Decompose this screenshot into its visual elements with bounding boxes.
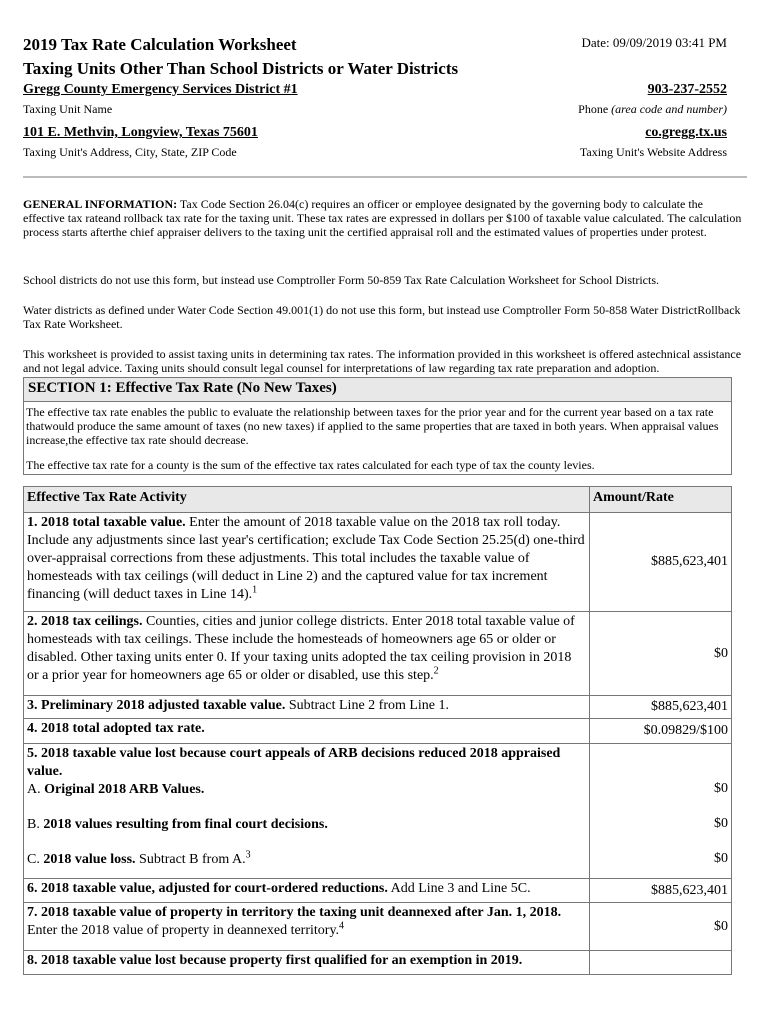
table-row (24, 744, 732, 879)
line-5c-footnote: 3 (245, 849, 251, 861)
taxing-unit-address-label: Taxing Unit's Address, City, State, ZIP Code (23, 145, 237, 159)
table-row (24, 879, 732, 903)
line-2-description (24, 612, 590, 696)
line-3-amount: $885,623,401 (590, 696, 732, 719)
line-5c-text: Subtract B from A. (135, 852, 246, 867)
phone-number: 903-237-2552 (647, 82, 727, 97)
line-1-amount: $885,623,401 (590, 513, 732, 612)
water-district-note: Water districts as defined under Water Code Section 49.001(1) do not use this form, but instead use Comptroller Form 50-858 Water DistrictRollback Tax Rate Worksheet. (23, 303, 741, 331)
line-5b-amount: $0 (714, 816, 728, 831)
line-8-amount (590, 951, 732, 975)
line-5a-label: Original 2018 ARB Values. (44, 782, 205, 797)
line-3-description (24, 696, 590, 719)
line-5b-label: 2018 values resulting from final court decisions. (43, 817, 328, 832)
taxing-unit-address: 101 E. Methvin, Longview, Texas 75601 (23, 125, 258, 140)
divider (23, 176, 747, 178)
table-header-row (24, 487, 732, 513)
section-1-para-1: The effective tax rate enables the public to evaluate the relationship between taxes for the prior year and for the current year based on a tax rate thatwould produce the same amount of taxes (no new taxes) if applied to the same properties that are taxed in both years. When appraisal values increase,the effective tax rate should decrease. (26, 405, 719, 447)
line-5c-label: 2018 value loss. (43, 852, 136, 867)
line-7-text: Enter the 2018 value of property in deannexed territory. (27, 923, 340, 938)
line-2-text: Counties, cities and junior college districts. Enter 2018 total taxable value of homesteads with tax ceilings. These include the homesteads of homeowners age 65 or older or disabled. Other taxing units enter 0. If your taxing units adopted the tax ceiling provision in 2018 or a prior year for homeowners age 65 or older or disabled, use this step. (27, 614, 575, 683)
line-8-label: 8. 2018 taxable value lost because property first qualified for an exemption in 2019. (27, 953, 523, 968)
unit-name-row (23, 82, 727, 117)
line-7-amount: $0 (590, 903, 732, 951)
line-5c-prefix: C. (27, 852, 44, 867)
line-2-label: 2. 2018 tax ceilings. (27, 614, 143, 629)
line-7-description (24, 903, 590, 951)
website-link[interactable]: co.gregg.tx.us (645, 125, 727, 140)
line-1-label: 1. 2018 total taxable value. (27, 515, 186, 530)
line-6-amount: $885,623,401 (590, 879, 732, 903)
effective-tax-rate-table (23, 486, 732, 975)
line-6-text: Add Line 3 and Line 5C. (387, 881, 531, 896)
website-block (580, 125, 727, 160)
amount-column-header: Amount/Rate (590, 487, 732, 513)
taxing-unit-name: Gregg County Emergency Services District #1 (23, 82, 298, 97)
line-7-label: 7. 2018 taxable value of property in territory the taxing unit deannexed after Jan. 1, 2018. (27, 905, 562, 920)
taxing-unit-name-label: Taxing Unit Name (23, 102, 113, 116)
line-5b (27, 816, 586, 834)
line-1-description (24, 513, 590, 612)
line-6-label: 6. 2018 taxable value, adjusted for court-ordered reductions. (27, 881, 388, 896)
line-5a-amount: $0 (714, 781, 728, 796)
line-1-text: Enter the amount of 2018 taxable value on the 2018 tax roll today. Include any adjustments since last year's certification; exclude Tax Code Section 25.25(d) one-third over-appraisal corrections from these adjustments. This total includes the taxable value of homesteads with tax ceilings (will deduct in Line 2) and the captured value for tax increment financing (will deduct taxes in Line 14). (27, 515, 585, 602)
general-information-text: Tax Code Section 26.04(c) requires an officer or employee designated by the governing body to calculate the effective tax rateand rollback tax rate for the taxing unit. These tax rates are expressed in dollars per $100 of taxable value calculated. The calculation process starts afterthe chief appraiser delivers to the taxing unit the certified appraisal roll and the estimated values of properties under protest. (23, 197, 742, 239)
line-5a (27, 781, 586, 799)
section-1 (23, 377, 732, 475)
line-2-amount: $0 (590, 612, 732, 696)
website-label: Taxing Unit's Website Address (579, 145, 727, 159)
line-3-text: Subtract Line 2 from Line 1. (285, 698, 450, 713)
activity-column-header: Effective Tax Rate Activity (24, 487, 590, 513)
worksheet-disclaimer: This worksheet is provided to assist taxing units in determining tax rates. The information provided in this worksheet is offered astechnical assistance and not legal advice. Taxing units should consult legal counsel for interpretations of law regarding tax rate preparation and adoption. (23, 347, 742, 375)
table-row (24, 696, 732, 719)
table-row (24, 513, 732, 612)
line-5-amounts (590, 744, 732, 879)
line-4-label: 4. 2018 total adopted tax rate. (27, 721, 205, 736)
section-1-para-2: The effective tax rate for a county is the sum of the effective tax rates calculated for each type of tax the county levies. (26, 458, 595, 472)
line-1-footnote: 1 (252, 584, 258, 596)
table-row (24, 951, 732, 975)
line-3-label: 3. Preliminary 2018 adjusted taxable value. (27, 698, 286, 713)
line-5c (27, 851, 586, 869)
section-1-intro (24, 402, 731, 474)
header (23, 34, 727, 80)
line-7-footnote: 4 (339, 920, 345, 932)
section-1-title: SECTION 1: Effective Tax Rate (No New Taxes) (24, 378, 731, 402)
table-row (24, 719, 732, 744)
general-information-heading: GENERAL INFORMATION: (23, 197, 178, 211)
general-information (23, 197, 747, 239)
line-5b-prefix: B. (27, 817, 44, 832)
worksheet-title: 2019 Tax Rate Calculation Worksheet (23, 35, 297, 54)
line-5-description (24, 744, 590, 879)
worksheet-subtitle: Taxing Units Other Than School Districts or Water Districts (23, 59, 459, 78)
school-district-note: School districts do not use this form, but instead use Comptroller Form 50-859 Tax Rate Calculation Worksheet for School Districts. (23, 273, 660, 287)
phone-label-note: (area code and number) (611, 102, 727, 116)
line-5-label: 5. 2018 taxable value lost because court appeals of ARB decisions reduced 2018 appraised value. (27, 746, 561, 779)
line-2-footnote: 2 (433, 665, 439, 677)
unit-address-row (23, 125, 727, 160)
line-4-amount: $0.09829/$100 (590, 719, 732, 744)
phone-block (578, 82, 727, 117)
line-5a-prefix: A. (27, 782, 45, 797)
date-stamp: Date: 09/09/2019 03:41 PM (581, 35, 727, 50)
line-4-description (24, 719, 590, 744)
table-row (24, 612, 732, 696)
phone-label (578, 102, 727, 117)
line-5c-amount: $0 (714, 851, 728, 866)
line-8-description (24, 951, 590, 975)
phone-label-prefix: Phone (578, 102, 612, 116)
table-row (24, 903, 732, 951)
line-6-description (24, 879, 590, 903)
